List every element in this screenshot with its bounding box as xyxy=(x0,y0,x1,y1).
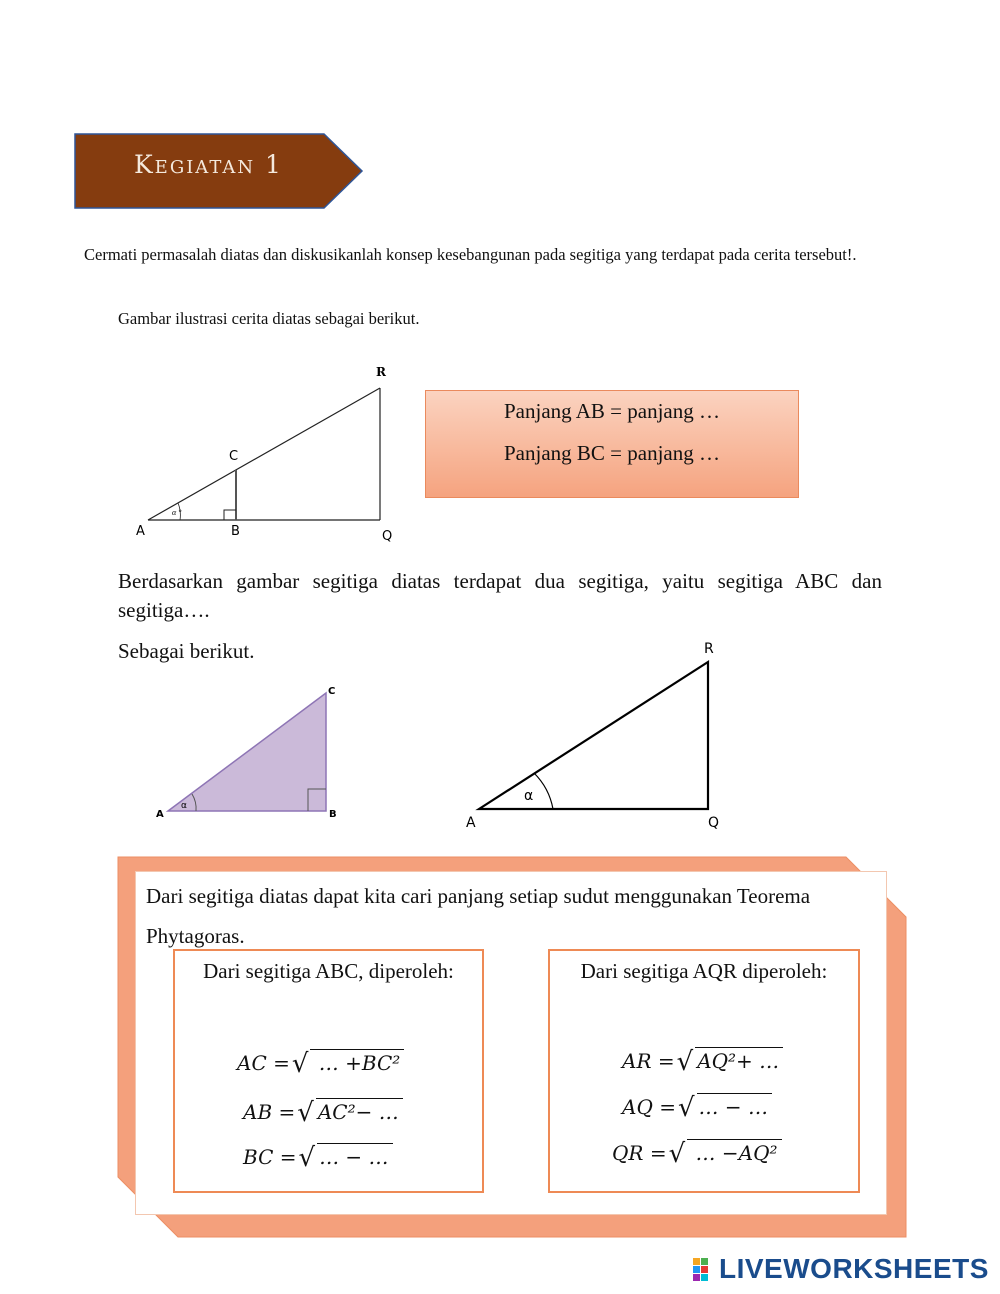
info-line-ab: Panjang AB = panjang … xyxy=(504,399,720,423)
liveworksheets-logo-icon xyxy=(693,1254,717,1284)
radical-icon: √ xyxy=(291,1049,309,1079)
equation-qr-radicand: … −AQ² xyxy=(687,1139,781,1165)
aqr-label-q: Q xyxy=(708,815,720,831)
equation-ac-lhs: AC = xyxy=(237,1051,290,1075)
triangle-aqr-equations-box xyxy=(548,949,860,1193)
equation-bc-radicand: … − … xyxy=(317,1143,392,1169)
paragraph-two-triangles: Berdasarkan gambar segitiga diatas terdapat dua segitiga, yaitu segitiga ABC dan segitiga…. xyxy=(118,569,882,622)
equation-ac-radicand: … +BC² xyxy=(310,1049,404,1075)
fig1-label-c: C xyxy=(229,449,239,464)
liveworksheets-logo-text[interactable]: LIVEWORKSHEETS xyxy=(719,1253,989,1284)
triangle-aqr-figure xyxy=(455,635,745,835)
triangle-abc-equations-box xyxy=(173,949,484,1193)
equation-bc-lhs: BC = xyxy=(243,1145,297,1169)
abc-label-alpha: α xyxy=(181,801,187,811)
figure-caption: Gambar ilustrasi cerita diatas sebagai berikut. xyxy=(118,309,420,328)
aqr-label-alpha: α xyxy=(524,788,534,804)
radical-icon: √ xyxy=(298,1143,316,1173)
equation-aq xyxy=(622,1091,772,1121)
paragraph-as-follows: Sebagai berikut. xyxy=(118,639,255,663)
fig1-label-r: R xyxy=(376,365,386,379)
equation-ar-radicand: AQ²+ … xyxy=(695,1047,783,1073)
length-info-box xyxy=(425,390,799,498)
intro-text: Cermati permasalah diatas dan diskusikanlah konsep kesebangunan pada segitiga yang terdapat pada cerita tersebut!. xyxy=(84,245,857,264)
equation-ar-lhs: AR = xyxy=(622,1049,675,1073)
radical-icon: √ xyxy=(297,1098,314,1128)
pythagoras-intro: Dari segitiga diatas dapat kita cari panjang setiap sudut menggunakan Teorema Phytagoras. xyxy=(146,884,811,948)
banner-title: Kegiatan 1 xyxy=(134,150,283,179)
box-abc-title: Dari segitiga ABC, diperoleh: xyxy=(203,959,454,983)
radical-icon: √ xyxy=(677,1093,695,1123)
equation-ab-lhs: AB = xyxy=(243,1100,296,1124)
info-line-bc: Panjang BC = panjang … xyxy=(504,441,720,465)
equation-aq-lhs: AQ = xyxy=(622,1095,676,1119)
triangle-abc-figure xyxy=(150,680,350,820)
equation-ab-radicand: AC²− … xyxy=(316,1098,403,1124)
radical-icon: √ xyxy=(676,1047,694,1077)
equation-ar xyxy=(622,1045,783,1075)
equation-ac xyxy=(237,1047,404,1077)
radical-icon: √ xyxy=(668,1139,686,1169)
equation-aq-radicand: … − … xyxy=(697,1093,772,1119)
equation-qr-lhs: QR = xyxy=(612,1141,667,1165)
equation-bc xyxy=(243,1141,393,1171)
aqr-label-a: A xyxy=(466,815,476,831)
aqr-label-r: R xyxy=(704,641,714,657)
abc-label-a: A xyxy=(156,809,164,820)
fig1-label-a: A xyxy=(136,524,145,539)
abc-label-b: B xyxy=(329,809,337,820)
equation-ab xyxy=(243,1096,403,1126)
fig1-label-alpha: α ° xyxy=(172,508,182,517)
nested-triangles-figure xyxy=(130,360,420,550)
fig1-label-q: Q xyxy=(382,529,393,544)
fig1-label-b: B xyxy=(231,524,240,539)
box-aqr-title: Dari segitiga AQR diperoleh: xyxy=(580,959,828,983)
equation-qr xyxy=(612,1137,782,1167)
abc-label-c: C xyxy=(328,686,336,697)
